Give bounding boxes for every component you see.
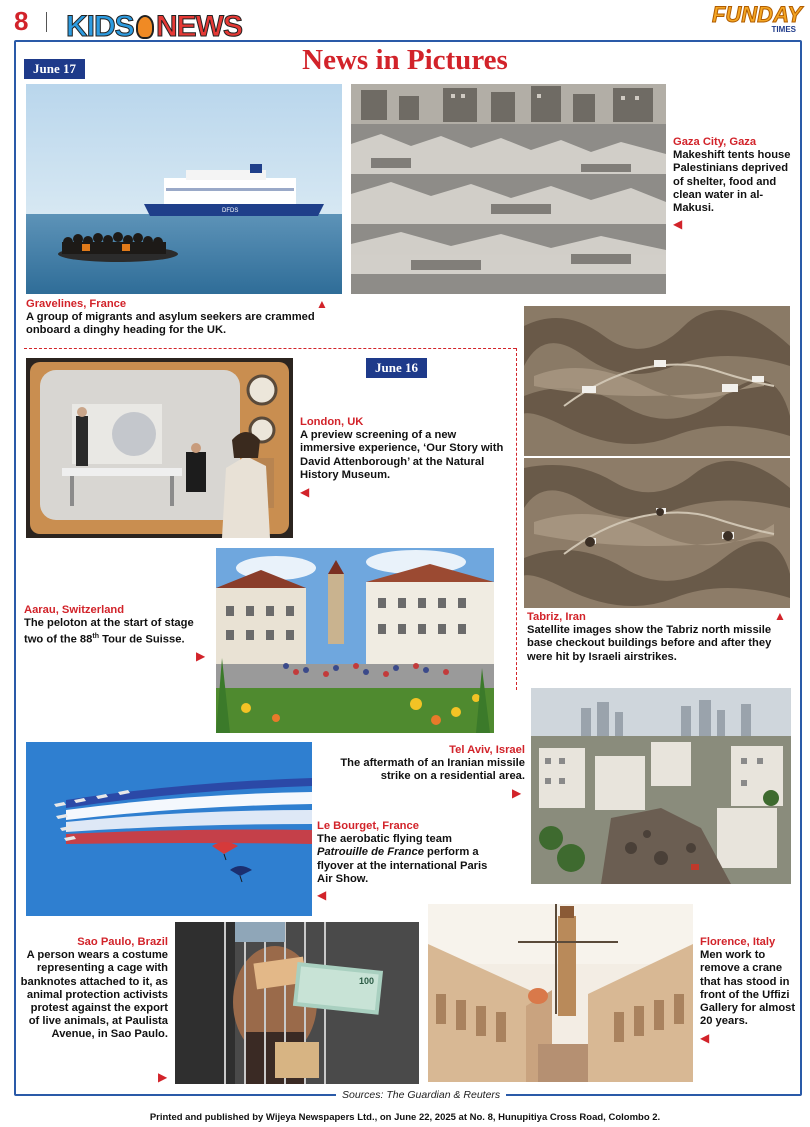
gravelines-caption xyxy=(26,298,346,338)
lebourget-photo xyxy=(26,742,312,916)
saopaulo-arrow-icon: ▶ xyxy=(158,1070,168,1084)
logo-times-text: TIMES xyxy=(771,25,796,34)
lebourget-place: Le Bourget, France xyxy=(317,820,419,832)
funday-times-logo xyxy=(690,2,802,36)
gaza-arrow-icon: ◀ xyxy=(673,217,683,231)
tabriz-caption xyxy=(527,611,797,664)
telaviv-photo xyxy=(531,688,791,884)
tabriz-arrow-icon: ▲ xyxy=(774,609,786,623)
section-divider-vertical xyxy=(516,348,517,690)
saopaulo-place: Sao Paulo, Brazil xyxy=(77,936,168,948)
telaviv-arrow-icon: ▶ xyxy=(512,786,522,800)
aarau-text-after: Tour de Suisse. xyxy=(98,634,185,647)
page-number: 8 xyxy=(14,6,29,36)
page-title: News in Pictures xyxy=(302,44,508,76)
lebourget-caption xyxy=(317,820,497,886)
florence-text: Men work to remove a crane that has stood in front of the Uffizi Gallery for almost 20 years. xyxy=(700,949,796,1028)
aarau-arrow-icon: ▶ xyxy=(196,649,206,663)
header-divider xyxy=(46,12,47,32)
gaza-place: Gaza City, Gaza xyxy=(673,136,757,148)
gaza-text: Makeshift tents house Palestinians deprived of shelter, food and clean water in al-Makusi. xyxy=(673,149,791,215)
gaza-caption xyxy=(673,136,797,215)
gaza-photo xyxy=(351,84,666,294)
florence-caption xyxy=(700,936,800,1028)
gravelines-text: A group of migrants and asylum seekers are crammed onboard a dinghy heading for the UK. xyxy=(26,311,315,337)
florence-photo xyxy=(428,904,693,1082)
lebourget-text-after: perform a flyover at the international Paris Air Show. xyxy=(317,846,488,885)
florence-place: Florence, Italy xyxy=(700,936,776,948)
date-badge-june16: June 16 xyxy=(366,358,427,378)
telaviv-place: Tel Aviv, Israel xyxy=(449,744,525,756)
london-place: London, UK xyxy=(300,416,364,428)
london-arrow-icon: ◀ xyxy=(300,485,310,499)
saopaulo-text: A person wears a costume representing a cage with banknotes attached to it, as animal protection activists protest against the export of live animals, at Paulista Avenue, in Sao Paulo. xyxy=(20,949,168,1041)
date-badge-june17: June 17 xyxy=(24,59,85,79)
gravelines-photo xyxy=(26,84,342,294)
imprint-footer: Printed and published by Wijeya Newspapers Ltd., on June 22, 2025 at No. 8, Hunupitiya Cross Road, Colombo 2. xyxy=(149,1112,661,1123)
sources-credit: Sources: The Guardian & Reuters xyxy=(336,1089,506,1101)
logo-news-text: NEWS xyxy=(156,10,242,43)
telaviv-text: The aftermath of an Iranian missile strike on a residential area. xyxy=(340,757,525,783)
ferry-label: DFDS xyxy=(222,208,239,214)
fox-mascot-icon xyxy=(136,15,154,39)
aarau-text-before: The peloton at the start of stage two of the 88 xyxy=(24,617,194,647)
london-text: A preview screening of a new immersive experience, ‘Our Story with David Attenborough’ at the Natural History Museum. xyxy=(300,429,504,481)
lebourget-text-before: The aerobatic flying team xyxy=(317,833,452,846)
florence-arrow-icon: ◀ xyxy=(700,1031,710,1045)
section-divider xyxy=(24,348,516,349)
saopaulo-photo xyxy=(175,922,419,1084)
gravelines-arrow-icon: ▲ xyxy=(316,297,328,311)
tabriz-before-photo xyxy=(524,306,790,456)
london-photo xyxy=(26,358,293,538)
london-caption xyxy=(300,416,514,482)
saopaulo-caption xyxy=(20,936,168,1042)
logo-kids-text: KIDS xyxy=(66,10,134,43)
tabriz-after-photo xyxy=(524,458,790,608)
tabriz-text: Satellite images show the Tabriz north missile base checkout buildings before and after they were hit by Israeli airstrikes. xyxy=(527,624,772,663)
gravelines-place: Gravelines, France xyxy=(26,298,127,310)
aarau-photo xyxy=(216,548,494,733)
aarau-place: Aarau, Switzerland xyxy=(24,604,125,616)
banknote-value: 100 xyxy=(359,976,375,986)
tabriz-place: Tabriz, Iran xyxy=(527,611,586,623)
logo-funday-text: FUNDAY xyxy=(711,2,802,27)
telaviv-caption xyxy=(322,744,525,784)
lebourget-arrow-icon: ◀ xyxy=(317,888,327,902)
lebourget-text-italic: Patrouille de France xyxy=(317,846,424,859)
aarau-text-sup: th xyxy=(92,633,99,641)
aarau-caption xyxy=(24,604,212,647)
